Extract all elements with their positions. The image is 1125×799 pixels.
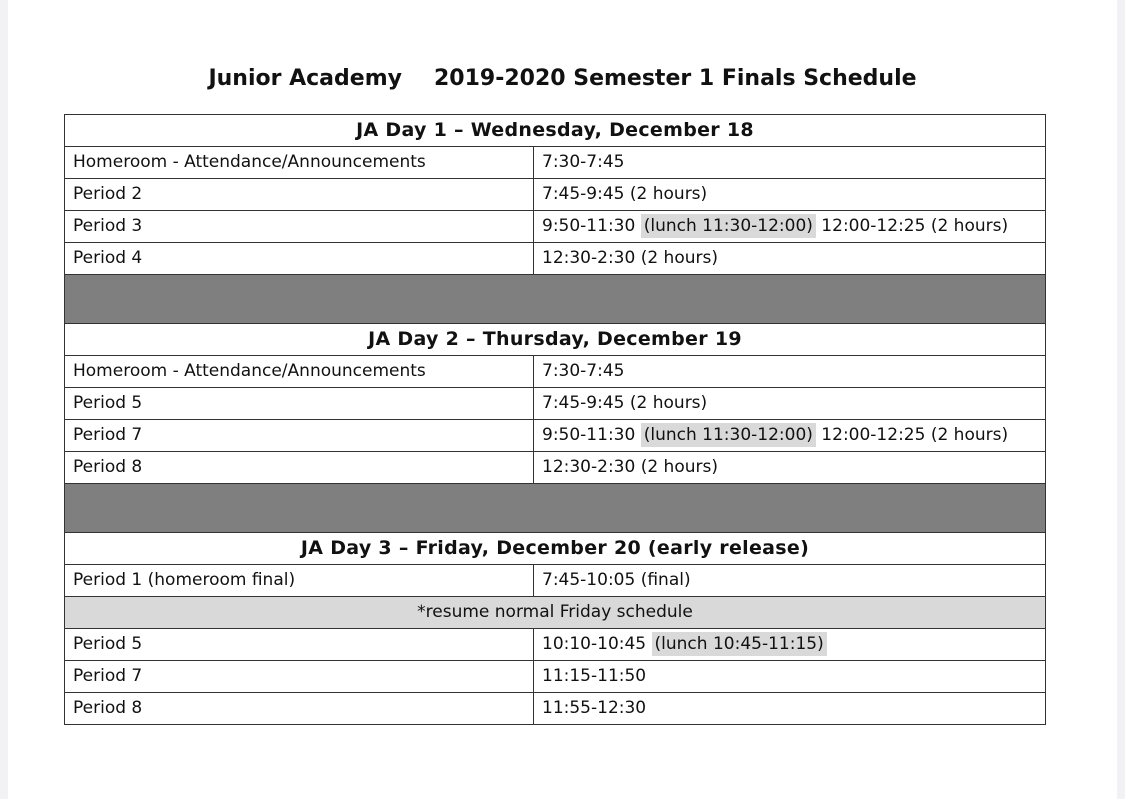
finals-schedule-table: [64, 114, 1046, 725]
period-time: 7:45-10:05 (final): [534, 565, 1046, 597]
table-row: [65, 388, 1046, 420]
spacer-cell: [65, 275, 1046, 324]
table-row: [65, 147, 1046, 179]
period-label: Period 1 (homeroom final): [65, 565, 534, 597]
period-time: 7:45-9:45 (2 hours): [534, 179, 1046, 211]
period-label: Period 2: [65, 179, 534, 211]
table-row: [65, 420, 1046, 452]
table-row: [65, 356, 1046, 388]
table-row: [65, 693, 1046, 725]
day2-header: JA Day 2 – Thursday, December 19: [65, 324, 1046, 356]
period-time: [534, 211, 1046, 243]
title-school: Junior Academy: [208, 66, 402, 91]
period-time: 11:55-12:30: [534, 693, 1046, 725]
table-row: [65, 452, 1046, 484]
table-row: [65, 179, 1046, 211]
period-label: Period 7: [65, 420, 534, 452]
time-start: 10:10-10:45: [542, 634, 652, 654]
document-page: [8, 0, 1117, 799]
day3-header-row: [65, 533, 1046, 565]
period-label: Period 5: [65, 388, 534, 420]
day1-header-row: [65, 115, 1046, 147]
lunch-highlight: (lunch 10:45-11:15): [652, 632, 827, 656]
period-label: Period 3: [65, 211, 534, 243]
table-row: [65, 243, 1046, 275]
period-time: [534, 629, 1046, 661]
spacer-row: [65, 275, 1046, 324]
period-time: 11:15-11:50: [534, 661, 1046, 693]
table-row: [65, 211, 1046, 243]
title-schedule: 2019-2020 Semester 1 Finals Schedule: [433, 66, 917, 91]
day1-header: JA Day 1 – Wednesday, December 18: [65, 115, 1046, 147]
period-label: Period 8: [65, 693, 534, 725]
spacer-cell: [65, 484, 1046, 533]
period-time: 7:45-9:45 (2 hours): [534, 388, 1046, 420]
time-start: 9:50-11:30: [542, 425, 641, 445]
period-label: Period 7: [65, 661, 534, 693]
period-time: 7:30-7:45: [534, 147, 1046, 179]
note-row: [65, 597, 1046, 629]
day3-header: JA Day 3 – Friday, December 20 (early release): [65, 533, 1046, 565]
table-row: [65, 629, 1046, 661]
period-time: 12:30-2:30 (2 hours): [534, 243, 1046, 275]
period-label: Period 5: [65, 629, 534, 661]
period-time: [534, 420, 1046, 452]
period-label: Homeroom - Attendance/Announcements: [65, 147, 534, 179]
day2-header-row: [65, 324, 1046, 356]
period-time: 12:30-2:30 (2 hours): [534, 452, 1046, 484]
period-label: Homeroom - Attendance/Announcements: [65, 356, 534, 388]
table-row: [65, 565, 1046, 597]
schedule-note: *resume normal Friday schedule: [65, 597, 1046, 629]
lunch-highlight: (lunch 11:30-12:00): [641, 214, 816, 238]
spacer-row: [65, 484, 1046, 533]
period-label: Period 4: [65, 243, 534, 275]
page-title: [8, 66, 1117, 91]
table-row: [65, 661, 1046, 693]
time-start: 9:50-11:30: [542, 216, 641, 236]
period-time: 7:30-7:45: [534, 356, 1046, 388]
period-label: Period 8: [65, 452, 534, 484]
time-end: 12:00-12:25 (2 hours): [815, 425, 1009, 445]
time-end: 12:00-12:25 (2 hours): [815, 216, 1009, 236]
lunch-highlight: (lunch 11:30-12:00): [641, 423, 816, 447]
